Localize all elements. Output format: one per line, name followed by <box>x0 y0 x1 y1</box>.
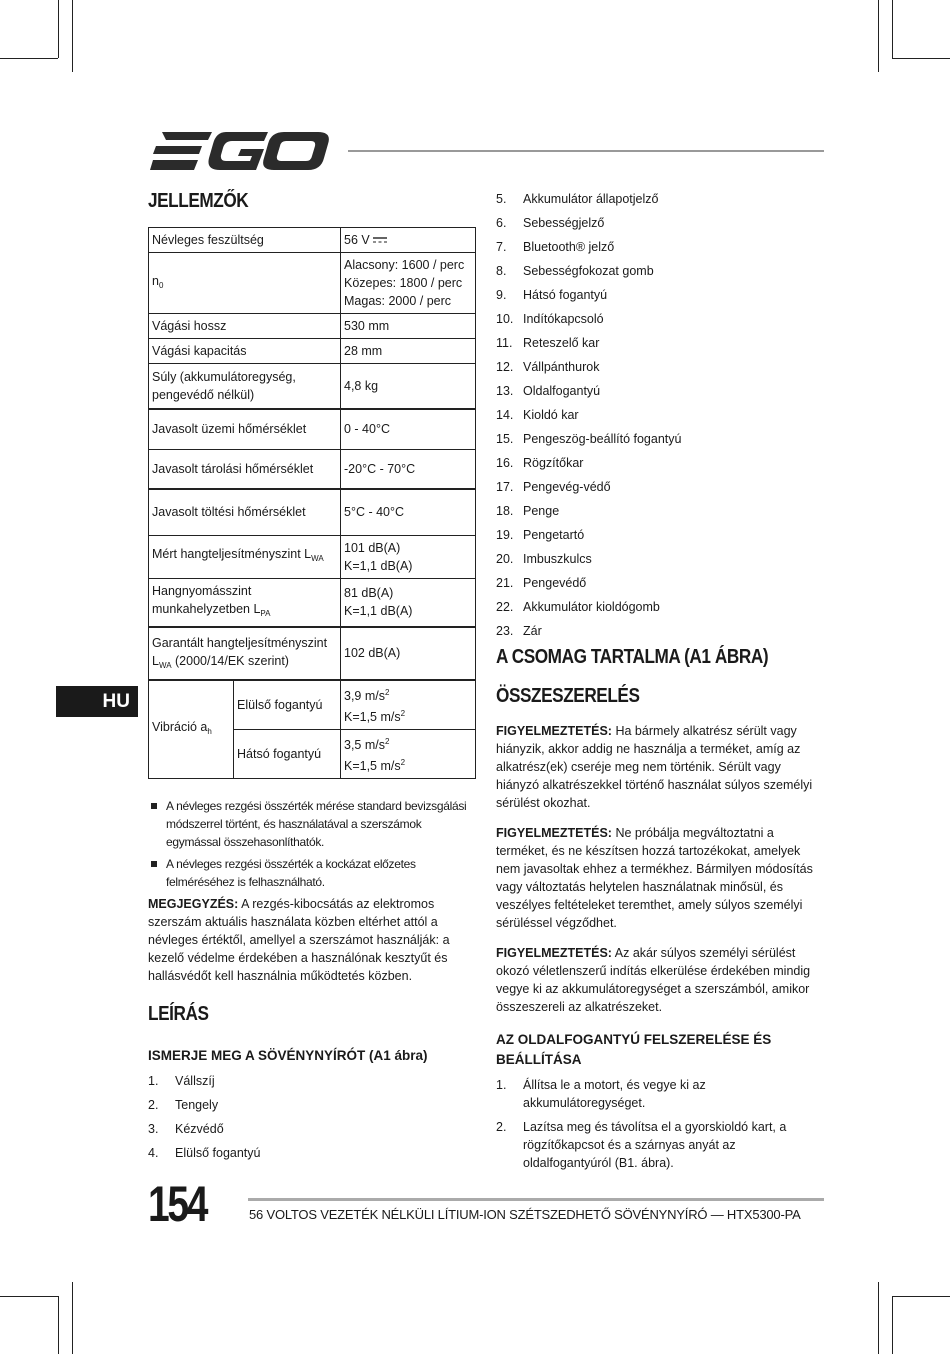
dc-symbol-icon <box>373 236 387 244</box>
table-row: Vágási hossz 530 mm <box>149 314 476 339</box>
warning-paragraph: FIGYELMEZTETÉS: Az akár súlyos személyi sérülést okozó véletlenszerű indítás elkerülése érdekében mindig vegye ki az akkumulátoregységet a szerszámból, amikor összeszereli az alkatrészeket. <box>496 946 811 1014</box>
ego-logo <box>150 130 330 172</box>
list-item: 2. Tengely <box>148 1097 219 1112</box>
list-item: 3. Kézvédő <box>148 1121 224 1136</box>
list-item: 5. Akkumulátor állapotjelző <box>496 192 659 206</box>
subsection-title: ISMERJE MEG A SÖVÉNYNYÍRÓT (A1 ábra) <box>148 1047 428 1063</box>
table-row: Vibráció $a_h$ Elülső fogantyú 3,9 $m/s^2$ K=1,5 $m/s^2$ <box>149 680 476 730</box>
list-item: 10. Indítókapcsoló <box>496 312 604 326</box>
list-item: 6. Sebességjelző <box>496 216 605 230</box>
warning-paragraph: FIGYELMEZTETÉS: Ne próbálja megváltoztatni a terméket, és ne készítsen hozzá tartozékokat, amelyek nem javasoltak ehhez a termékhez. Bármilyen módosítás vagy változtatás helytelen használatnak minősül, és veszélyes feltételeket teremthet, amely súlyos személyi sérüléssel végződhet. <box>496 826 813 930</box>
list-item: 19. Pengetartó <box>496 528 585 542</box>
table-row: Vágási kapacitás 28 mm <box>149 339 476 364</box>
subsection-title: AZ OLDALFOGANTYÚ FELSZERELÉSE ÉS BEÁLLÍTÁSA <box>496 1032 772 1067</box>
language-tab: HU <box>56 686 138 717</box>
page-number: 154 <box>148 1176 207 1232</box>
table-row: Mért hangteljesítményszint $L_{WA}$ 101 dB(A) K=1,1 dB(A) <box>149 535 476 578</box>
section-title-package: A CSOMAG TARTALMA (A1 ÁBRA) <box>496 646 769 668</box>
list-item: 7. Bluetooth® jelző <box>496 240 615 254</box>
steps-list <box>496 1076 824 1172</box>
warning-paragraph: FIGYELMEZTETÉS: Ha bármely alkatrész sérült vagy hiányzik, akkor addig ne használja a terméket, amíg az alkatrész(ek) cseréje meg nem történik. Sérült vagy hiányzó alkatrészekkel történő használat súlyos személyi sérülést okozhat. <box>496 724 813 810</box>
list-item: 18. Penge <box>496 504 560 518</box>
list-item: 13. Oldalfogantyú <box>496 384 601 398</box>
section-title-features: JELLEMZŐK <box>148 190 249 212</box>
list-item: 23. Zár <box>496 624 542 638</box>
list-item: 2. Lazítsa meg és távolítsa el a gyorskioldó kart, a rögzítőkapcsot és a szárnyas anyát az oldalfogantyúról (B1. ábra). <box>496 1120 787 1170</box>
list-item: A névleges rezgési összérték a kockázat előzetes felméréséhez is felhasználható. <box>148 855 478 891</box>
table-row: Hátsó fogantyú 3,5 $m/s^2$ K=1,5 $m/s^2$ <box>149 729 476 778</box>
list-item: 1. Vállszíj <box>148 1073 215 1088</box>
list-item: A névleges rezgési összérték mérése standard bevizsgálási módszerrel történt, és használatával a szerszámok egymással összehasonlíthatók. <box>148 797 478 851</box>
header-rule <box>348 150 824 152</box>
note-paragraph: MEGJEGYZÉS: A rezgés-kibocsátás az elektromos szerszám aktuális használata közben eltérhet attól a névleges értéktől, amellyel a szerszámot használják: a kezelő védelme érdekében a használónak kesztyűt és hallásvédőt kell használnia működtetés közben. <box>148 896 450 983</box>
section-title-description: LEÍRÁS <box>148 1002 209 1025</box>
table-row: Súly (akkumulátoregység, pengevédő nélkül) 4,8 kg <box>149 364 476 410</box>
parts-list <box>148 1072 478 1162</box>
table-row: Hangnyomásszint munkahelyzetben $L_{PA}$ 81 dB(A) K=1,1 dB(A) <box>149 578 476 627</box>
table-row: Garantált hangteljesítményszint $L_{WA}$ (2000/14/EK szerint) 102 dB(A) <box>149 627 476 680</box>
list-item: 22. Akkumulátor kioldógomb <box>496 600 660 614</box>
list-item: 8. Sebességfokozat gomb <box>496 264 654 278</box>
list-item: 9. Hátsó fogantyú <box>496 288 608 302</box>
list-item: 20. Imbuszkulcs <box>496 552 592 566</box>
list-item: 17. Pengevég-védő <box>496 480 611 494</box>
list-item: 1. Állítsa le a motort, és vegye ki az akkumulátoregységet. <box>496 1078 706 1110</box>
list-item: 4. Elülső fogantyú <box>148 1145 261 1160</box>
list-item: 21. Pengevédő <box>496 576 587 590</box>
table-row: Névleges feszültség 56 V <box>149 228 476 253</box>
table-row: $n_0$ Alacsony: 1600 / perc Közepes: 1800 / perc Magas: 2000 / perc <box>149 253 476 314</box>
table-row: Javasolt üzemi hőmérséklet 0 - 40°C <box>149 409 476 449</box>
right-column <box>496 190 824 1178</box>
parts-list-continued <box>496 190 824 640</box>
footer-text: 56 VOLTOS VEZETÉK NÉLKÜLI LÍTIUM-ION SZÉTSZEDHETŐ SÖVÉNYNYÍRÓ — HTX5300-PA <box>249 1207 801 1222</box>
list-item: 11. Reteszelő kar <box>496 336 600 350</box>
list-item: 14. Kioldó kar <box>496 408 579 422</box>
footer-rule <box>248 1198 824 1201</box>
table-row: Javasolt tárolási hőmérséklet -20°C - 70°C <box>149 449 476 489</box>
list-item: 16. Rögzítőkar <box>496 456 584 470</box>
spec-table <box>148 227 476 779</box>
left-column <box>148 190 478 1168</box>
table-row: Javasolt töltési hőmérséklet 5°C - 40°C <box>149 489 476 535</box>
section-title-assembly: ÖSSZESZERELÉS <box>496 685 640 707</box>
list-item: 12. Vállpánthurok <box>496 360 600 374</box>
list-item: 15. Pengeszög-beállító fogantyú <box>496 432 682 446</box>
bullet-list <box>148 797 478 891</box>
